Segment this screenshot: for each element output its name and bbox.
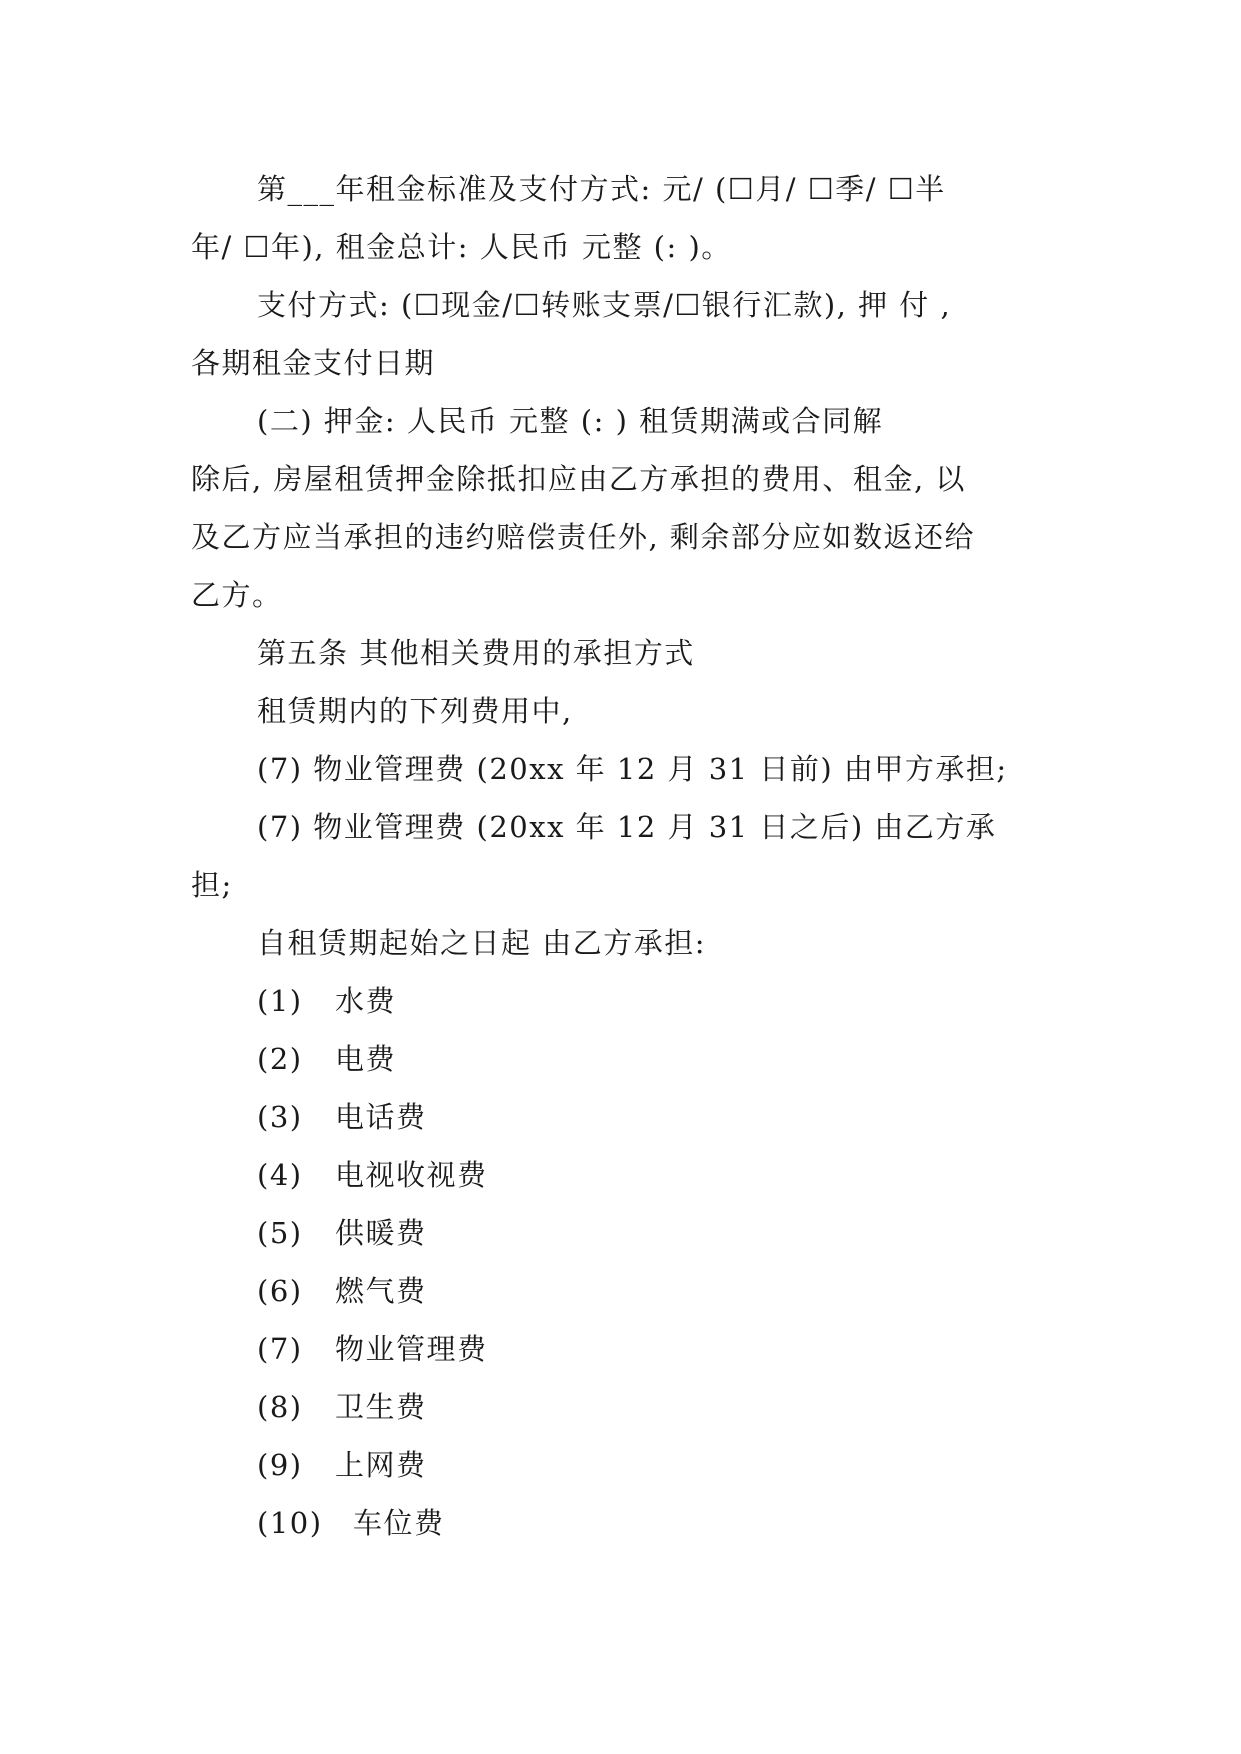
list-item-number: (2)	[257, 1042, 303, 1076]
article-five-heading: 第五条 其他相关费用的承担方式	[257, 636, 695, 670]
list-item-number: (5)	[257, 1216, 303, 1250]
property-fee-before-line: (7) 物业管理费 (20xx 年 12 月 31 日前) 由甲方承担;	[257, 752, 1008, 786]
list-item-number: (7)	[257, 1332, 303, 1366]
list-item	[191, 972, 1053, 1030]
list-item-label: 电费	[335, 1042, 397, 1076]
list-item-number: (8)	[257, 1390, 303, 1424]
list-item-label: 车位费	[353, 1506, 445, 1540]
deposit-line-2: 除后, 房屋租赁押金除抵扣应由乙方承担的费用、租金, 以	[191, 462, 966, 496]
list-item	[191, 1320, 1053, 1378]
list-item-number: (3)	[257, 1100, 303, 1134]
list-item-label: 电视收视费	[335, 1158, 488, 1192]
list-item	[191, 1030, 1053, 1088]
list-item	[191, 1378, 1053, 1436]
document-body	[191, 160, 1053, 1552]
deposit-line-4: 乙方。	[191, 578, 283, 612]
list-item-number: (6)	[257, 1274, 303, 1308]
list-item	[191, 1088, 1053, 1146]
tenant-fees-intro-line: 自租赁期起始之日起 由乙方承担:	[257, 926, 706, 960]
list-item-label: 上网费	[335, 1448, 427, 1482]
list-item	[191, 1204, 1053, 1262]
list-item-number: (4)	[257, 1158, 303, 1192]
list-item-number: (1)	[257, 984, 303, 1018]
list-item-number: (9)	[257, 1448, 303, 1482]
list-item-label: 水费	[335, 984, 397, 1018]
list-item-number: (10)	[257, 1506, 323, 1540]
property-fee-after-line: (7) 物业管理费 (20xx 年 12 月 31 日之后) 由乙方承	[257, 810, 997, 844]
list-item-label: 供暖费	[335, 1216, 427, 1250]
list-item-label: 燃气费	[335, 1274, 427, 1308]
list-item	[191, 1262, 1053, 1320]
property-fee-after-line-2: 担;	[191, 868, 233, 902]
list-item	[191, 1146, 1053, 1204]
payment-method-line: 支付方式: (☐现金/☐转账支票/☐银行汇款), 押 付 ,	[257, 288, 952, 322]
fee-list	[191, 972, 1053, 1552]
rent-standard-line: 第___年租金标准及支付方式: 元/ (☐月/ ☐季/ ☐半	[257, 172, 946, 206]
list-item	[191, 1436, 1053, 1494]
list-item	[191, 1494, 1053, 1552]
fees-intro-line: 租赁期内的下列费用中,	[257, 694, 573, 728]
payment-date-line: 各期租金支付日期	[191, 346, 436, 380]
list-item-label: 物业管理费	[335, 1332, 488, 1366]
deposit-line-3: 及乙方应当承担的违约赔偿责任外, 剩余部分应如数返还给	[191, 520, 975, 554]
deposit-line: (二) 押金: 人民币 元整 (: ) 租赁期满或合同解	[257, 404, 884, 438]
list-item-label: 电话费	[335, 1100, 427, 1134]
list-item-label: 卫生费	[335, 1390, 427, 1424]
rent-total-line: 年/ ☐年), 租金总计: 人民币 元整 (: )。	[191, 230, 732, 264]
